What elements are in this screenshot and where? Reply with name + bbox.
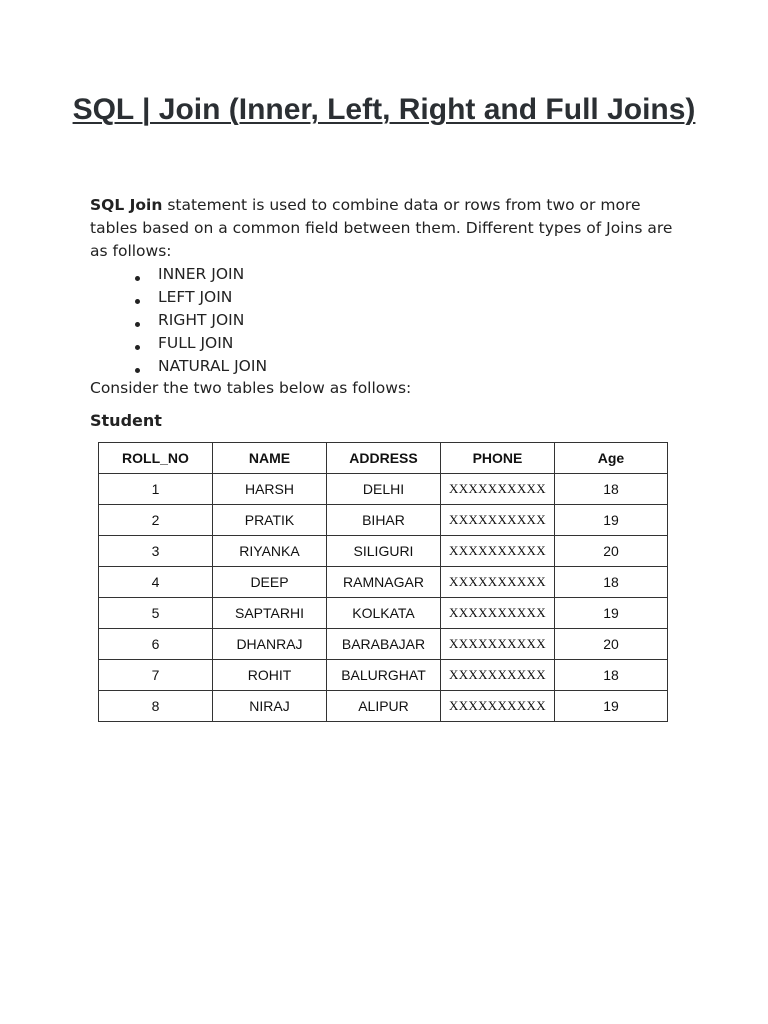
cell-age: 18 (555, 474, 668, 505)
cell-address: KOLKATA (327, 598, 441, 629)
bullet-icon (135, 368, 140, 373)
cell-name: DHANRAJ (213, 629, 327, 660)
cell-roll-no: 3 (99, 536, 213, 567)
cell-name: SAPTARHI (213, 598, 327, 629)
table-row (99, 567, 668, 598)
cell-roll-no: 1 (99, 474, 213, 505)
bullet-icon (135, 345, 140, 350)
cell-roll-no: 7 (99, 660, 213, 691)
join-type-label: FULL JOIN (158, 334, 234, 352)
table-row (99, 691, 668, 722)
cell-age: 20 (555, 629, 668, 660)
cell-name: HARSH (213, 474, 327, 505)
cell-phone: XXXXXXXXXX (441, 567, 555, 598)
table-row (99, 629, 668, 660)
cell-name: PRATIK (213, 505, 327, 536)
cell-address: RAMNAGAR (327, 567, 441, 598)
column-header-roll-no: ROLL_NO (99, 443, 213, 474)
column-header-phone: PHONE (441, 443, 555, 474)
cell-age: 18 (555, 660, 668, 691)
cell-age: 19 (555, 505, 668, 536)
cell-address: SILIGURI (327, 536, 441, 567)
cell-address: ALIPUR (327, 691, 441, 722)
cell-name: ROHIT (213, 660, 327, 691)
column-header-address: ADDRESS (327, 443, 441, 474)
list-item (130, 309, 267, 332)
table-header-row (99, 443, 668, 474)
cell-name: RIYANKA (213, 536, 327, 567)
cell-phone: XXXXXXXXXX (441, 660, 555, 691)
join-type-label: NATURAL JOIN (158, 357, 268, 375)
cell-roll-no: 2 (99, 505, 213, 536)
join-types-list (130, 263, 267, 378)
cell-name: NIRAJ (213, 691, 327, 722)
cell-roll-no: 8 (99, 691, 213, 722)
cell-name: DEEP (213, 567, 327, 598)
page-title: SQL | Join (Inner, Left, Right and Full Joins) (72, 93, 696, 126)
consider-text: Consider the two tables below as follows: (90, 379, 412, 397)
cell-phone: XXXXXXXXXX (441, 691, 555, 722)
cell-address: BARABAJAR (327, 629, 441, 660)
intro-bold-term: SQL Join (90, 196, 163, 214)
intro-paragraph (90, 194, 680, 263)
cell-address: BIHAR (327, 505, 441, 536)
section-title-student: Student (90, 411, 162, 430)
cell-phone: XXXXXXXXXX (441, 536, 555, 567)
cell-roll-no: 5 (99, 598, 213, 629)
join-type-label: INNER JOIN (158, 265, 245, 283)
cell-age: 18 (555, 567, 668, 598)
cell-phone: XXXXXXXXXX (441, 629, 555, 660)
cell-address: BALURGHAT (327, 660, 441, 691)
list-item (130, 332, 267, 355)
list-item (130, 286, 267, 309)
join-type-label: RIGHT JOIN (158, 311, 245, 329)
table-row (99, 536, 668, 567)
column-header-age: Age (555, 443, 668, 474)
student-table (98, 442, 668, 722)
cell-age: 20 (555, 536, 668, 567)
column-header-name: NAME (213, 443, 327, 474)
table-row (99, 598, 668, 629)
cell-phone: XXXXXXXXXX (441, 474, 555, 505)
table-row (99, 660, 668, 691)
bullet-icon (135, 322, 140, 327)
intro-text: statement is used to combine data or rows from two or more tables based on a common field between them. Different types of Joins are as follows: (90, 196, 673, 260)
list-item (130, 355, 267, 378)
bullet-icon (135, 276, 140, 281)
cell-roll-no: 4 (99, 567, 213, 598)
cell-roll-no: 6 (99, 629, 213, 660)
cell-address: DELHI (327, 474, 441, 505)
cell-age: 19 (555, 691, 668, 722)
cell-age: 19 (555, 598, 668, 629)
join-type-label: LEFT JOIN (158, 288, 233, 306)
table-row (99, 474, 668, 505)
list-item (130, 263, 267, 286)
cell-phone: XXXXXXXXXX (441, 505, 555, 536)
table-row (99, 505, 668, 536)
cell-phone: XXXXXXXXXX (441, 598, 555, 629)
bullet-icon (135, 299, 140, 304)
